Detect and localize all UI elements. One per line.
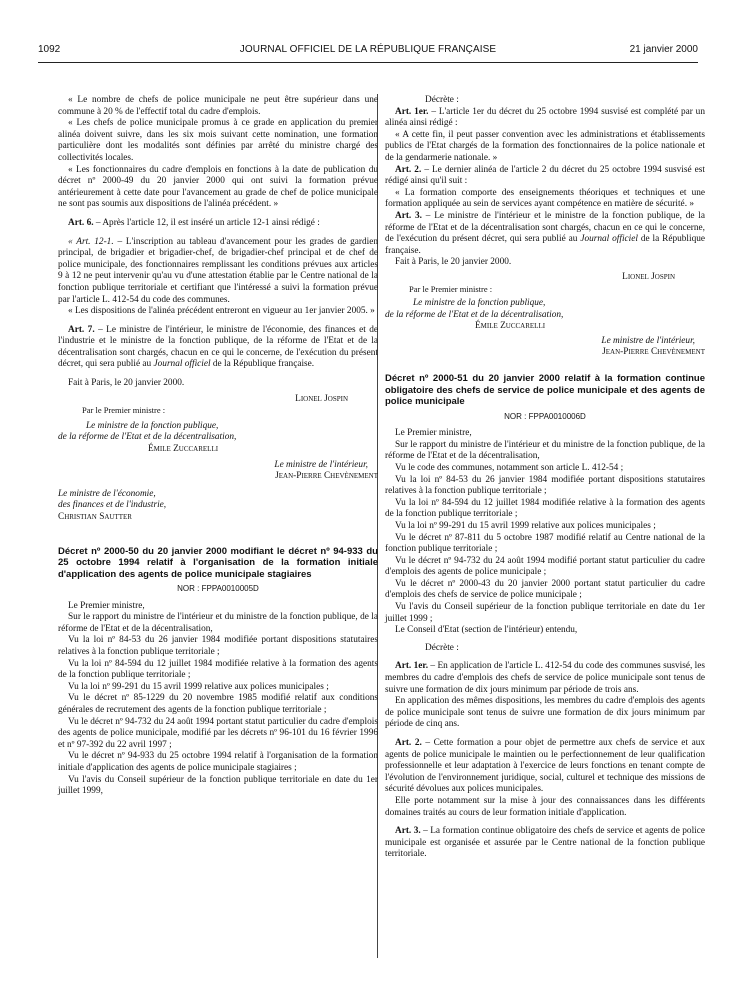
signatory-name: Émile Zuccarelli: [148, 444, 219, 455]
paragraph: Vu la loi nº 84-53 du 26 janvier 1984 modifiée portant dispositions statutaires relatives à la fonction publique territoriale ;: [385, 474, 705, 497]
article-12-1: [58, 237, 378, 307]
minister-title: Le ministre de l'économie,: [58, 488, 156, 499]
signatory-name: Émile Zuccarelli: [475, 321, 546, 332]
paragraph: Sur le rapport du ministre de l'intérieur et du ministre de la fonction publique, de la réforme de l'Etat et de la décentralisation,: [385, 439, 705, 462]
article-text: – Le ministre de l'intérieur et le ministre de la fonction publique, de la réforme de l'Etat et de la décentralisation sont chargés, chacun en ce qui le concerne, de l'exécution du présent décret, qui sera publié au: [385, 210, 705, 245]
minister-title: des finances et de l'industrie,: [58, 500, 167, 511]
article-label: Art. 1er.: [395, 106, 429, 117]
paragraph: Vu le décret nº 2000-43 du 20 janvier 2000 portant statut particulier du cadre d'emplois des chefs de service de police municipale ;: [385, 578, 705, 601]
paragraph: Elle porte notamment sur la mise à jour des connaissances dans les différents domaines traités au cours de leur formation initiale d'application.: [385, 795, 705, 818]
decrete-heading: Décrète :: [425, 95, 459, 105]
journal-name: Journal officiel: [153, 359, 211, 370]
article-text: – Après l'article 12, il est inséré un article 12-1 ainsi rédigé :: [93, 217, 320, 228]
paragraph: « Les dispositions de l'alinéa précédent entreront en vigueur au 1er janvier 2005. »: [68, 306, 375, 317]
signatory-pm: Lionel Jospin: [622, 271, 675, 282]
article-text: – L'inscription au tableau d'avancement pour les grades de gardien principal, de brigadier et brigadier-chef, de brigadier-chef principal et de chef de police municipale, des fonctionnaires remplissant les conditions prévues aux articles 9 à 12 ne peut intervenir qu'au vu d'une attestation établie par le Centre national de la fonction publique territoriale et certifiant que l'intéressé a suivi la formation prévue par l'article L. 412-54 du code des communes.: [58, 236, 378, 305]
paragraph: « Le nombre de chefs de police municipale ne peut être supérieur dans une commune à 20 % de l'effectif total du cadre d'emplois.: [58, 95, 378, 117]
article-text: – L'article 1er du décret du 25 octobre 1994 susvisé est complété par un alinéa ainsi rédigé :: [385, 106, 705, 129]
paragraph: Le Premier ministre,: [395, 428, 472, 439]
par-premier-ministre: Par le Premier ministre :: [409, 283, 493, 294]
article-text: – La formation continue obligatoire des chefs de service et agents de police municipale est organisée et assurée par le Centre national de la fonction publique territoriale.: [385, 826, 705, 860]
article-text: de la République française.: [385, 234, 705, 256]
minister-title: Le ministre de la fonction publique,: [86, 420, 219, 431]
signature-date: Fait à Paris, le 20 janvier 2000.: [395, 257, 512, 268]
article-2: [385, 738, 705, 796]
issue-date: 21 janvier 2000: [629, 44, 698, 55]
journal-title: JOURNAL OFFICIEL DE LA RÉPUBLIQUE FRANÇAISE: [239, 44, 497, 55]
left-column: [58, 95, 378, 798]
paragraph: Vu l'avis du Conseil supérieur de la fonction publique territoriale en date du 1er juillet 1999,: [58, 774, 378, 797]
paragraph: « A cette fin, il peut passer convention avec les administrations et établissements publics de l'Etat chargés de la formation des fonctionnaires de la police nationale et de la gendarmerie nationale. »: [385, 129, 705, 163]
article-3: [385, 826, 705, 861]
right-column: [385, 95, 705, 861]
signature-date: Fait à Paris, le 20 janvier 2000.: [68, 378, 185, 389]
signatory-name: Jean-Pierre Chevènement: [602, 347, 705, 358]
paragraph: Vu le décret nº 94-732 du 24 août 1994 modifié portant statut particulier du cadre d'emplois des agents de police municipale ;: [385, 555, 705, 578]
paragraph: Vu la loi nº 84-594 du 12 juillet 1984 modifiée relative à la formation des agents de la fonction publique territoriale ;: [385, 497, 705, 520]
article-label: Art. 2.: [395, 738, 422, 748]
minister-title: Le ministre de l'intérieur,: [601, 335, 695, 346]
article-text: – Le dernier alinéa de l'article 2 du décret du 25 octobre 1994 susvisé est rédigé ainsi qu'il suit :: [385, 164, 705, 187]
article-text: – Le ministre de l'intérieur, le ministre de l'économie, des finances et de l'industrie et le ministre de la fonction publique, de la réforme de l'Etat et de la décentralisation sont chargés, chacun en ce qui le concerne, de l'exécution du présent décret, qui sera publié au: [58, 324, 378, 370]
paragraph: Vu le code des communes, notamment son article L. 412-54 ;: [395, 462, 624, 473]
article-label: Art. 3.: [395, 826, 421, 837]
article-3: [385, 211, 705, 257]
page-number: 1092: [38, 44, 61, 55]
paragraph: « Les fonctionnaires du cadre d'emplois en fonctions à la date de publication du décret nº 2000-49 du 20 janvier 2000 qui ont suivi la formation prévue antérieurement à cette date pour l'avancement au grade de chef de police municipale ne sont pas soumis aux dispositions de l'alinéa précédent. »: [58, 164, 378, 210]
minister-title: de la réforme de l'Etat et de la décentralisation,: [385, 309, 564, 320]
journal-name: Journal officiel: [580, 234, 638, 245]
paragraph: Vu l'avis du Conseil supérieur de la fonction publique territoriale en date du 1er juillet 1999 ;: [385, 602, 705, 624]
article-2: [385, 165, 705, 188]
paragraph: Vu la loi nº 84-53 du 26 janvier 1984 modifiée portant dispositions statutaires relatives à la fonction publique territoriale ;: [58, 635, 378, 658]
minister-title: Le ministre de l'intérieur,: [274, 459, 368, 470]
article-label: Art. 3.: [395, 210, 423, 221]
minister-title: Le ministre de la fonction publique,: [413, 298, 546, 309]
paragraph: Le Conseil d'Etat (section de l'intérieur) entendu,: [395, 625, 578, 636]
article-text: – En application de l'article L. 412-54 du code des communes susvisé, les membres du cadre d'emplois des chefs de service de police municipale sont tenus de suivre une formation de dix jours minimum par période de trois ans.: [385, 661, 705, 695]
paragraph: En application des mêmes dispositions, les membres du cadre d'emplois des agents de police municipale sont tenus de suivre une formation de dix jours minimum par période de cinq ans.: [385, 696, 705, 730]
page-header: [38, 44, 698, 60]
article-7: [58, 325, 378, 371]
paragraph: Le Premier ministre,: [68, 600, 145, 611]
paragraph: Vu le décret nº 94-732 du 24 août 1994 portant statut particulier du cadre d'emplois des agents de police municipale, modifié par les décrets nº 96-101 du 16 février 1996 et nº 97-392 du 22 avril 1997 ;: [58, 716, 378, 750]
signatory-name: Jean-Pierre Chevènement: [275, 471, 378, 482]
paragraph: Vu le décret nº 85-1229 du 20 novembre 1985 modifié relatif aux conditions générales de recrutement des agents de la fonction publique territoriale ;: [58, 693, 378, 716]
article-label: Art. 6.: [68, 217, 94, 228]
decree-title: Décret nº 2000-51 du 20 janvier 2000 relatif à la formation continue obligatoire des chefs de service de police municipale et des agents de police municipale: [385, 373, 705, 408]
header-rule: [38, 62, 698, 63]
article-text: de la République française.: [210, 359, 315, 370]
article-text: – Cette formation a pour objet de permettre aux chefs de service et aux agents de police municipale le maintien ou le perfectionnement de leur qualification professionnelle et leur adaptation à l'exercice de leurs fonctions en tenant compte de l'évolution de l'environnement juridique, social, culturel et technique des missions de sécurité dévolues aux polices municipales.: [385, 738, 705, 795]
article-label: « Art. 12-1.: [68, 236, 114, 247]
nor-reference: NOR : FPPA0010006D: [504, 411, 586, 421]
signatory-pm: Lionel Jospin: [295, 393, 348, 404]
article-6: [58, 218, 378, 230]
paragraph: Vu la loi nº 99-291 du 15 avril 1999 relative aux polices municipales ;: [395, 520, 656, 531]
decrete-heading: Décrète :: [425, 642, 459, 653]
par-premier-ministre: Par le Premier ministre :: [82, 405, 166, 416]
paragraph: Vu le décret nº 94-933 du 25 octobre 1994 relatif à l'organisation de la formation initiale d'application des agents de police municipale stagiaires ;: [58, 751, 378, 773]
article-label: Art. 1er.: [395, 661, 429, 672]
minister-title: de la réforme de l'Etat et de la décentralisation,: [58, 432, 237, 443]
paragraph: Vu le décret nº 87-811 du 5 octobre 1987 modifié relatif au Centre national de la fonction publique territoriale ;: [385, 532, 705, 555]
decree-title: Décret nº 2000-50 du 20 janvier 2000 modifiant le décret nº 94-933 du 25 octobre 1994 relatif à l'organisation de la formation initiale d'application des agents de police municipale stagiaires: [58, 545, 378, 580]
paragraph: « La formation comporte des enseignements théoriques et techniques et une formation appliquée au sein de services ayant compétence en matière de sécurité. »: [385, 187, 705, 210]
article-1: [385, 107, 705, 130]
paragraph: Vu la loi nº 84-594 du 12 juillet 1984 modifiée relative à la formation des agents de la fonction publique territoriale ;: [58, 658, 378, 681]
paragraph: Vu la loi nº 99-291 du 15 avril 1999 relative aux polices municipales ;: [68, 681, 329, 692]
signatory-name: Christian Sautter: [58, 512, 132, 522]
nor-reference: NOR : FPPA0010005D: [177, 584, 259, 594]
paragraph: « Les chefs de police municipale promus à ce grade en application du premier alinéa doivent suivre, dans les six mois suivant cette nomination, une formation particulière dont les modalités sont définies par arrêté du ministre chargé des collectivités locales.: [58, 118, 378, 163]
paragraph: Sur le rapport du ministre de l'intérieur et du ministre de la fonction publique, de la réforme de l'Etat et de la décentralisation,: [58, 612, 378, 634]
article-label: Art. 2.: [395, 164, 422, 175]
article-1: [385, 661, 705, 696]
article-label: Art. 7.: [68, 324, 95, 335]
